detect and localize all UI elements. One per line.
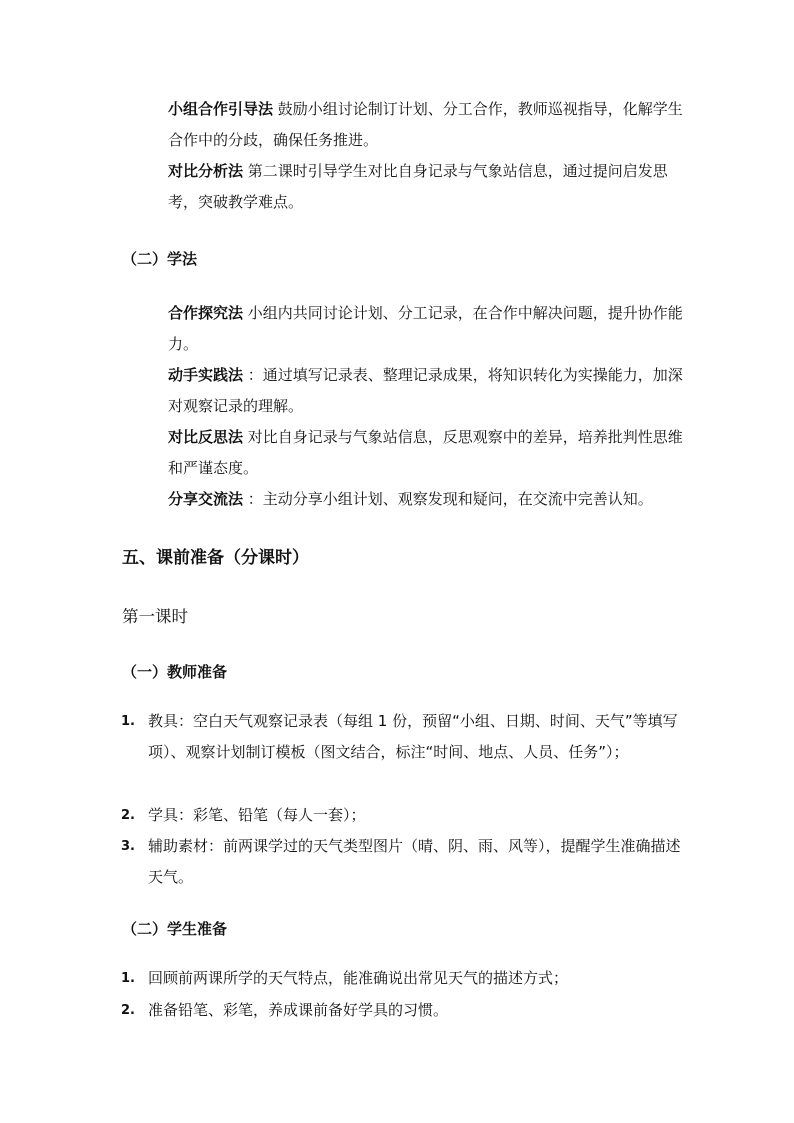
method-group-cooperation <box>168 94 688 156</box>
method-label: 对比反思法 <box>168 428 244 446</box>
list-number: 2. <box>121 1003 135 1018</box>
method-cooperative-inquiry <box>168 298 688 360</box>
method-text: ：主动分享小组计划、观察发现和疑问，在交流中完善认知。 <box>247 490 653 508</box>
list-item: 辅助素材：前两课学过的天气类型图片（晴、阴、雨、风等），提醒学生准确描述天气。 <box>148 837 681 886</box>
method-label: 分享交流法 <box>168 490 244 508</box>
method-label: 对比分析法 <box>168 162 244 180</box>
method-label: 小组合作引导法 <box>168 100 274 118</box>
list-item: 教具：空白天气观察记录表（每组 1 份，预留“小组、日期、时间、天气”等填写项）、观察计划制订模板（图文结合，标注“时间、地点、人员、任务”）； <box>148 712 678 761</box>
section-title: 五、课前准备（分课时） <box>122 548 309 568</box>
method-text: 对比自身记录与气象站信息，反思观察中的差异，培养批判性思维和严谨态度。 <box>168 428 683 477</box>
method-label: 合作探究法 <box>168 304 244 322</box>
list-item: 回顾前两课所学的天气特点，能准确说出常见天气的描述方式； <box>148 969 569 987</box>
list-item: 学具：彩笔、铅笔（每人一套）； <box>148 806 366 824</box>
list-number: 3. <box>121 839 135 854</box>
list-number: 1. <box>121 971 135 986</box>
student-prep-heading: （二）学生准备 <box>122 920 228 938</box>
method-sharing <box>168 484 688 515</box>
list-number: 2. <box>121 808 135 823</box>
method-reflection <box>168 422 688 484</box>
lesson-title: 第一课时 <box>122 607 188 626</box>
method-text: 鼓励小组讨论制订计划、分工合作，教师巡视指导，化解学生合作中的分歧，确保任务推进。 <box>168 100 683 149</box>
list-number: 1. <box>121 714 135 729</box>
method-text: ：通过填写记录表、整理记录成果，将知识转化为实操能力，加深对观察记录的理解。 <box>168 366 683 415</box>
list-item: 准备铅笔、彩笔，养成课前备好学具的习惯。 <box>148 1001 449 1019</box>
method-comparison-analysis <box>168 156 688 218</box>
method-text: 第二课时引导学生对比自身记录与气象站信息，通过提问启发思考，突破教学难点。 <box>168 162 668 211</box>
teacher-prep-heading: （一）教师准备 <box>122 663 228 681</box>
learning-methods-heading: （二）学法 <box>122 250 198 268</box>
method-hands-on <box>168 360 688 422</box>
method-text: 小组内共同讨论计划、分工记录，在合作中解决问题，提升协作能力。 <box>168 304 683 353</box>
method-label: 动手实践法 <box>168 366 244 384</box>
